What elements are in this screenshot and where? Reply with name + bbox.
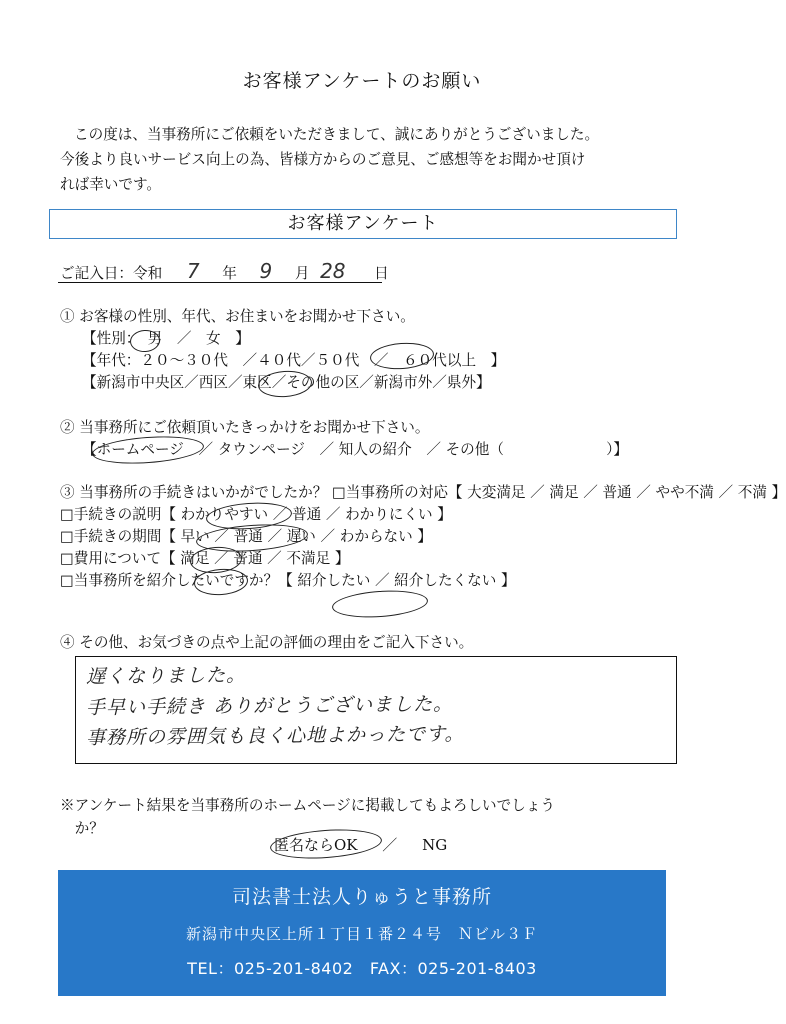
date-year: 7	[186, 259, 200, 283]
q1-area: 【新潟市中央区／西区／東区／その他の区／新潟市外／県外】	[82, 374, 491, 391]
office-contact: TEL：025-201-8402 FAX：025-201-8403	[187, 959, 537, 978]
q4-title: ④ その他、お気づきの点や上記の評価の理由をご記入下さい。	[60, 634, 474, 651]
q3-row-referral: □当事務所を紹介したいですか？【 紹介したい ／ 紹介したくない 】	[60, 572, 516, 589]
consent-ok: 匿名ならOK	[274, 836, 358, 854]
date-underline	[58, 282, 382, 283]
office-name: 司法書士法人りゅうと事務所	[231, 886, 492, 908]
consent-ng: NG	[422, 836, 448, 854]
date-year-unit: 年	[222, 265, 237, 282]
office-footer	[58, 870, 666, 996]
entry-date	[60, 259, 389, 283]
q2-options: 【ホームページ ／ タウンページ ／ 知人の紹介 ／ その他（ ）】	[82, 441, 629, 458]
office-address: 新潟市中央区上所１丁目１番２４号 Ｎビル３Ｆ	[185, 925, 538, 943]
date-month: 9	[259, 259, 273, 283]
survey-section-header: お客様アンケート	[49, 209, 677, 239]
q1-age: 【年代：２０～３０代 ／４０代／５０代 ／ ６０代以上 】	[82, 352, 506, 369]
question-4	[60, 632, 473, 654]
comment-box	[75, 656, 677, 764]
comment-line-2: 手早い手続き ありがとうございました。	[85, 693, 454, 719]
circle-mark-refer	[331, 588, 429, 621]
q3-row-explanation: □手続きの説明【 わかりやすい ／ 普通 ／ わかりにくい 】	[60, 506, 452, 523]
q1-title: ① お客様の性別、年代、お住まいをお聞かせ下さい。	[60, 308, 415, 325]
q3-title: ③ 当事務所の手続きはいかがでしたか？	[60, 484, 328, 501]
intro-line-1: この度は、当事務所にご依頼をいただきまして、誠にありがとうございました。	[74, 126, 600, 143]
q3-row-cost: □費用について【 満足 ／ 普通 ／ 不満足 】	[60, 550, 350, 567]
q2-title: ② 当事務所にご依頼頂いたきっかけをお聞かせ下さい。	[60, 419, 430, 436]
comment-line-1: 遅くなりました。	[85, 664, 247, 688]
date-day: 28	[320, 259, 346, 283]
intro-line-3: れば幸いです。	[60, 176, 161, 193]
document-title: お客様アンケートのお願い	[242, 70, 482, 92]
note-line-1: ※アンケート結果を当事務所のホームページに掲載してもよろしいでしょう	[60, 797, 556, 814]
question-3	[60, 482, 786, 592]
note-line-2: か？	[60, 820, 104, 837]
intro-text	[60, 122, 680, 197]
date-month-unit: 月	[294, 265, 310, 282]
q3-row-period: □手続きの期間【 早い ／ 普通 ／ 遅い ／ わからない 】	[60, 528, 432, 545]
q1-gender: 【性別： 男 ／ 女 】	[82, 330, 250, 347]
q3-row-response: □当事務所の対応【 大変満足 ／ 満足 ／ 普通 ／ やや不満 ／ 不満 】	[331, 484, 786, 501]
date-label: ご記入日：令和	[60, 265, 163, 282]
comment-line-3: 事務所の雰囲気も良く心地よかったです。	[85, 723, 465, 749]
date-day-unit: 日	[374, 265, 389, 282]
intro-line-2: 今後より良いサービス向上の為、皆様方からのご意見、ご感想等をお聞かせ頂け	[60, 151, 586, 168]
consent-separator: ／	[382, 836, 398, 854]
